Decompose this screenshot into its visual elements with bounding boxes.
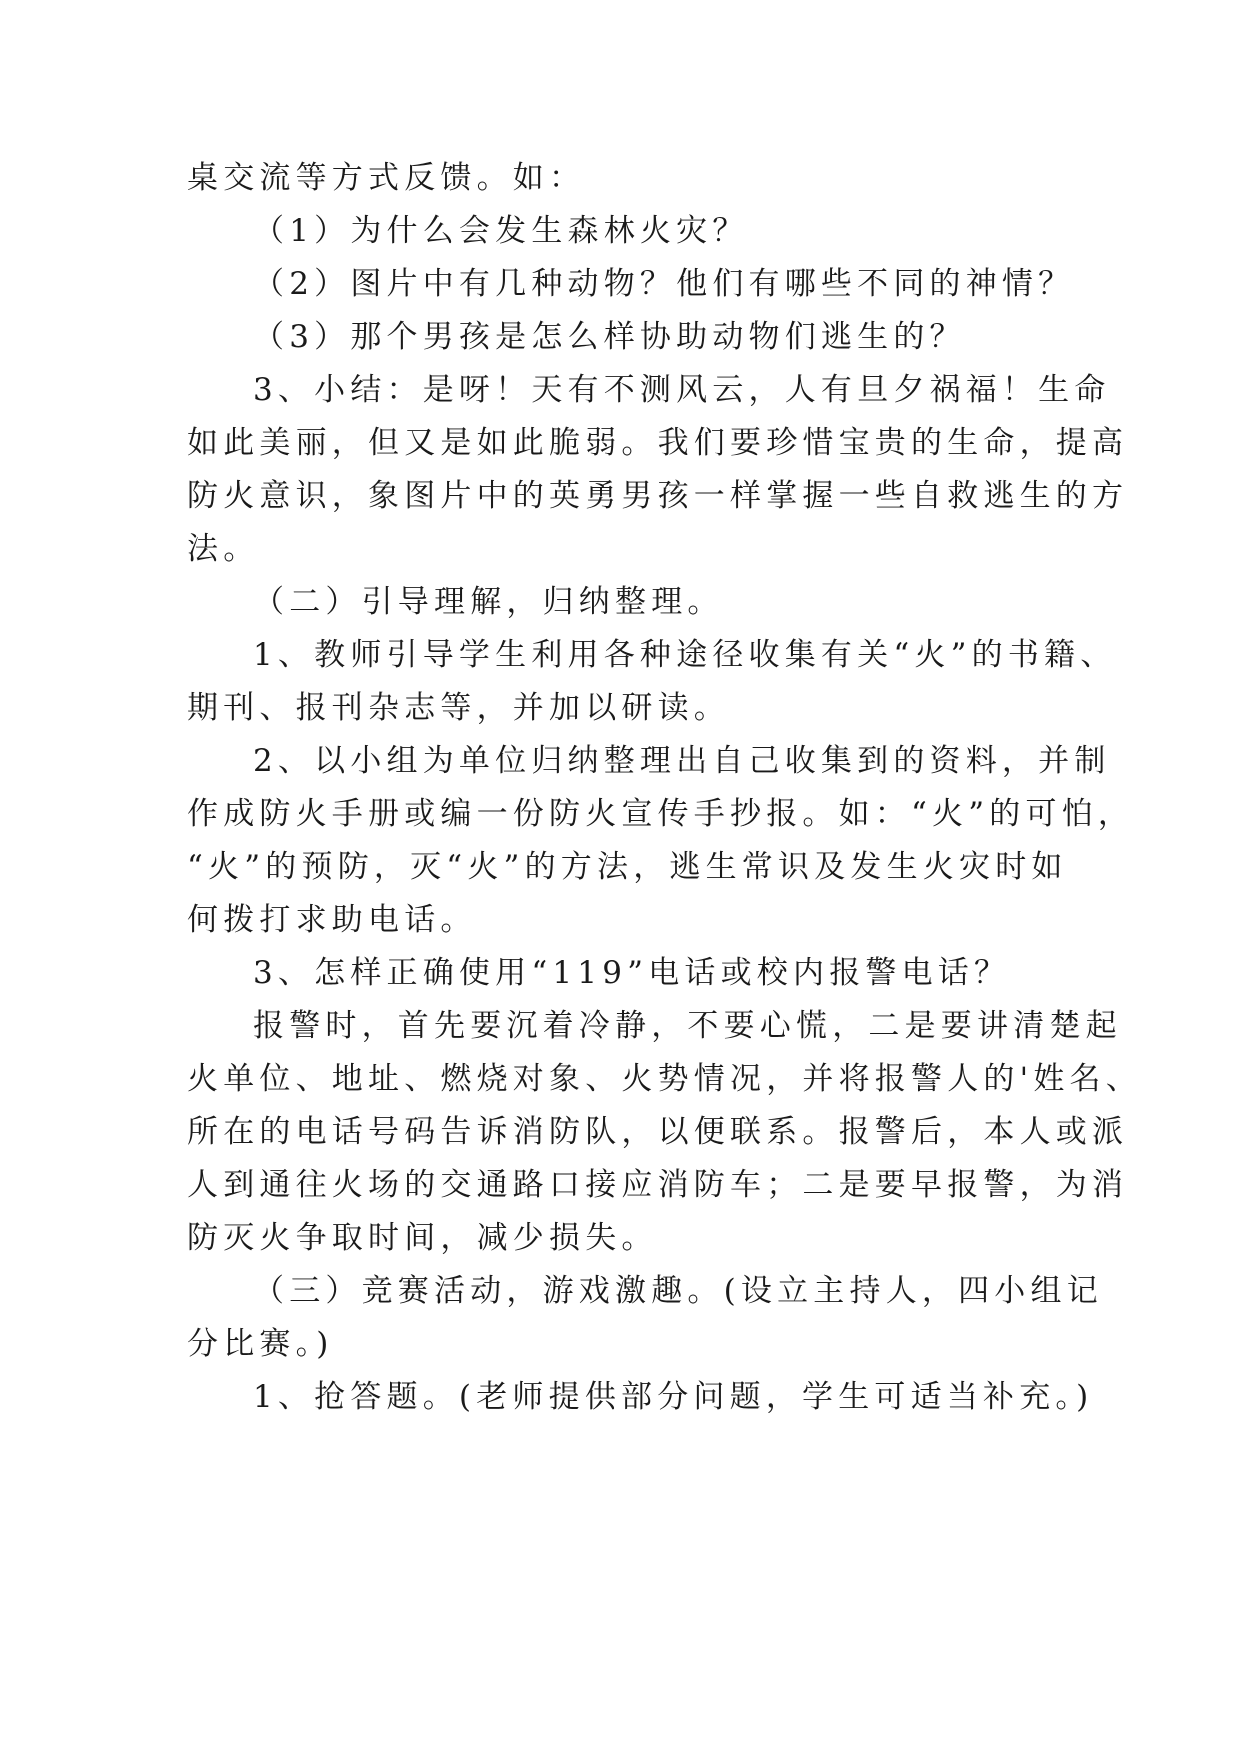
text-line: 防火意识，象图片中的英勇男孩一样掌握一些自救逃生的方 — [187, 478, 1129, 514]
text-line: （三）竞赛活动，游戏激趣。(设立主持人，四小组记 — [253, 1273, 1103, 1309]
text-line: （2）图片中有几种动物？他们有哪些不同的神情？ — [253, 266, 1075, 302]
text-line: （3）那个男孩是怎么样协助动物们逃生的？ — [253, 319, 966, 355]
text-line: 2、以小组为单位归纳整理出自己收集到的资料，并制 — [253, 743, 1111, 779]
text-line: 1、教师引导学生利用各种途径收集有关“火”的书籍、 — [253, 637, 1117, 673]
text-line: 火单位、地址、燃烧对象、火势情况，并将报警人的'姓名、 — [187, 1061, 1142, 1097]
text-line: 1、抢答题。(老师提供部分问题，学生可适当补充。) — [253, 1379, 1094, 1415]
text-line: 报警时，首先要沉着冷静，不要心慌，二是要讲清楚起 — [253, 1008, 1122, 1044]
text-line: 桌交流等方式反馈。如： — [187, 160, 586, 196]
text-line: “火”的预防，灭“火”的方法，逃生常识及发生火灾时如 — [187, 849, 1068, 885]
text-line: （二）引导理解，归纳整理。 — [253, 584, 724, 620]
document-body — [187, 158, 1142, 1417]
text-line: 3、怎样正确使用“119”电话或校内报警电话？ — [253, 955, 1011, 991]
text-line: 分比赛。) — [187, 1326, 334, 1362]
text-line: 如此美丽，但又是如此脆弱。我们要珍惜宝贵的生命，提高 — [187, 425, 1129, 461]
text-line: （1）为什么会发生森林火灾？ — [253, 213, 749, 249]
text-line: 所在的电话号码告诉消防队，以便联系。报警后，本人或派 — [187, 1114, 1129, 1150]
text-line: 防灭火争取时间，减少损失。 — [187, 1220, 658, 1256]
text-line: 人到通往火场的交通路口接应消防车；二是要早报警，为消 — [187, 1167, 1129, 1203]
text-line: 何拨打求助电话。 — [187, 902, 477, 938]
text-line: 作成防火手册或编一份防火宣传手抄报。如：“火”的可怕， — [187, 796, 1135, 832]
text-line: 3、小结：是呀！天有不测风云，人有旦夕祸福！生命 — [253, 372, 1111, 408]
text-line: 期刊、报刊杂志等，并加以研读。 — [187, 690, 730, 726]
text-line: 法。 — [187, 531, 260, 567]
